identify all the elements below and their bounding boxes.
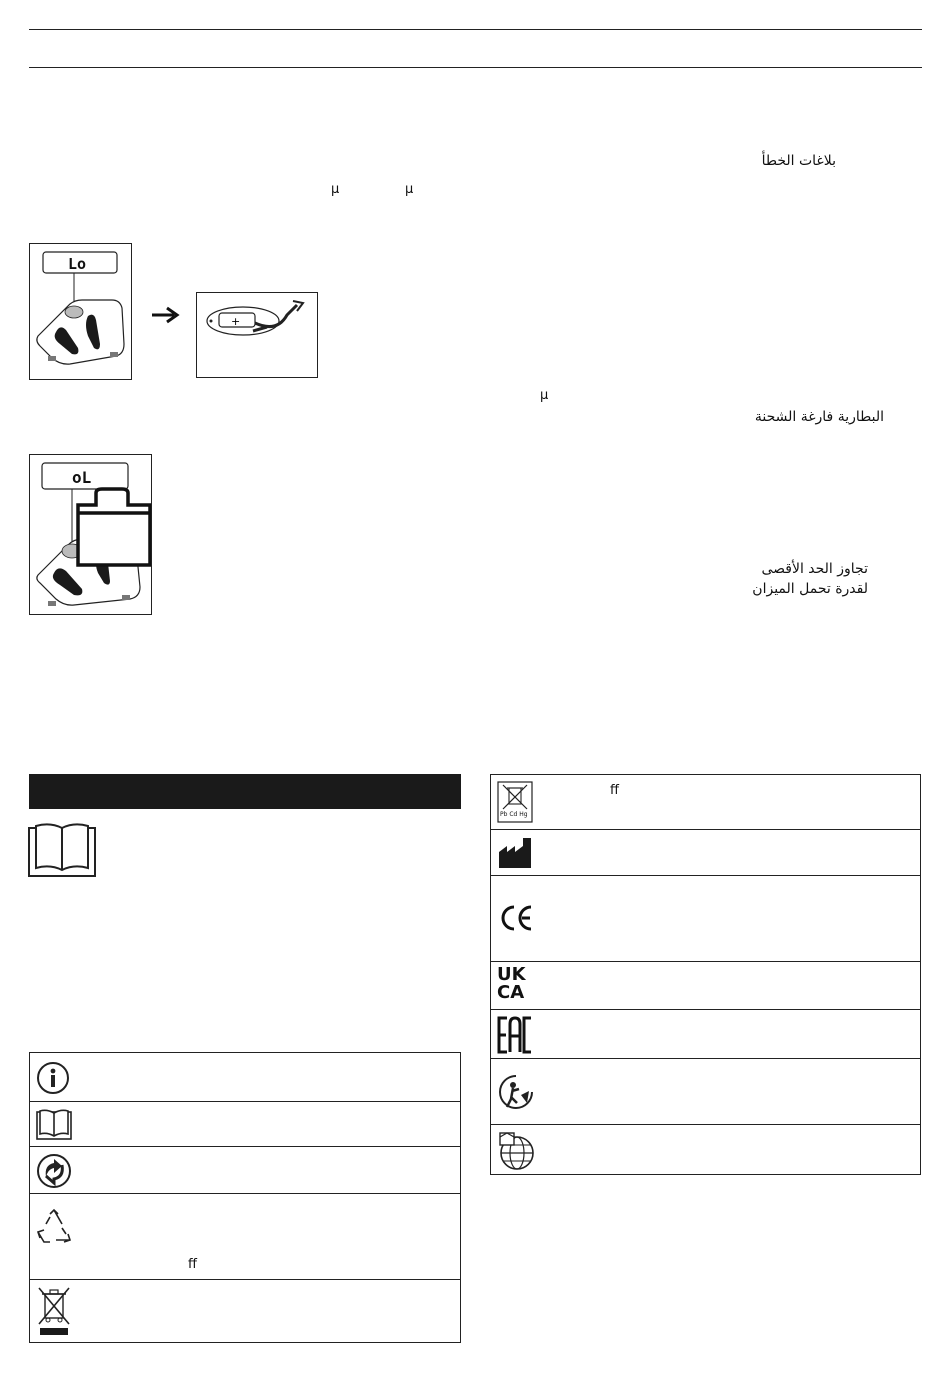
person-recycling-icon <box>497 1073 535 1111</box>
battery-compartment-icon <box>197 293 317 377</box>
green-dot-icon <box>36 1153 72 1189</box>
svg-text:+: + <box>231 315 241 328</box>
lo-display-text: Lo <box>68 255 87 273</box>
symbol-row-ce <box>491 875 920 962</box>
symbol-row-manufacturer <box>491 829 920 876</box>
mu-symbol: µ <box>540 388 549 403</box>
symbol-row-recycle <box>30 1193 460 1280</box>
manufacturer-factory-icon <box>497 836 533 870</box>
symbols-section-heading-bar <box>29 774 461 809</box>
ukca-line1: UK <box>497 964 526 985</box>
battery-disposal-note: ﬀ <box>610 783 619 798</box>
manual-icon <box>36 1108 72 1140</box>
symbol-row-green-dot <box>30 1146 460 1194</box>
recycle-icon <box>36 1208 72 1246</box>
recycle-note-text: ﬀ <box>188 1257 197 1272</box>
mu-symbol: µ <box>405 182 414 197</box>
symbol-row-globe-box <box>491 1124 920 1175</box>
eac-mark-icon <box>497 1016 533 1054</box>
battery-marking-text: Pb Cd Hg <box>500 811 528 818</box>
crossed-bin-icon <box>36 1286 72 1338</box>
low-battery-label: البطارية فارغة الشحنة <box>754 409 884 425</box>
symbol-row-person-recycle <box>491 1058 920 1125</box>
arrow-right-icon <box>150 305 180 325</box>
header-rule-bottom <box>29 67 922 68</box>
overload-label-line2: لقدرة تحمل الميزان <box>752 581 868 597</box>
ol-display-text: oL <box>72 468 92 487</box>
symbols-table-right <box>490 774 921 1175</box>
ce-mark-icon <box>498 904 534 932</box>
error-messages-heading: بلاغات الخطأ <box>761 153 836 169</box>
battery-replace-figure <box>196 292 318 378</box>
symbol-row-ukca <box>491 961 920 1010</box>
globe-box-icon <box>497 1131 535 1171</box>
symbol-row-eac <box>491 1009 920 1059</box>
overload-figure <box>29 454 152 615</box>
low-battery-figure <box>29 243 132 380</box>
info-icon <box>36 1061 70 1095</box>
symbol-row-battery-disposal <box>491 775 920 829</box>
header-rule-top <box>29 29 922 30</box>
symbol-row-manual <box>30 1101 460 1147</box>
ukca-line2: CA <box>497 982 525 1003</box>
overload-label-line1: تجاوز الحد الأقصى <box>761 561 868 577</box>
read-manual-icon <box>28 822 96 877</box>
mu-symbol: µ <box>331 182 340 197</box>
symbol-row-weee <box>30 1279 460 1343</box>
symbol-row-info <box>30 1053 460 1101</box>
symbols-table-left <box>29 1052 461 1343</box>
ukca-mark-icon <box>497 966 533 1002</box>
battery-disposal-icon <box>497 781 533 823</box>
